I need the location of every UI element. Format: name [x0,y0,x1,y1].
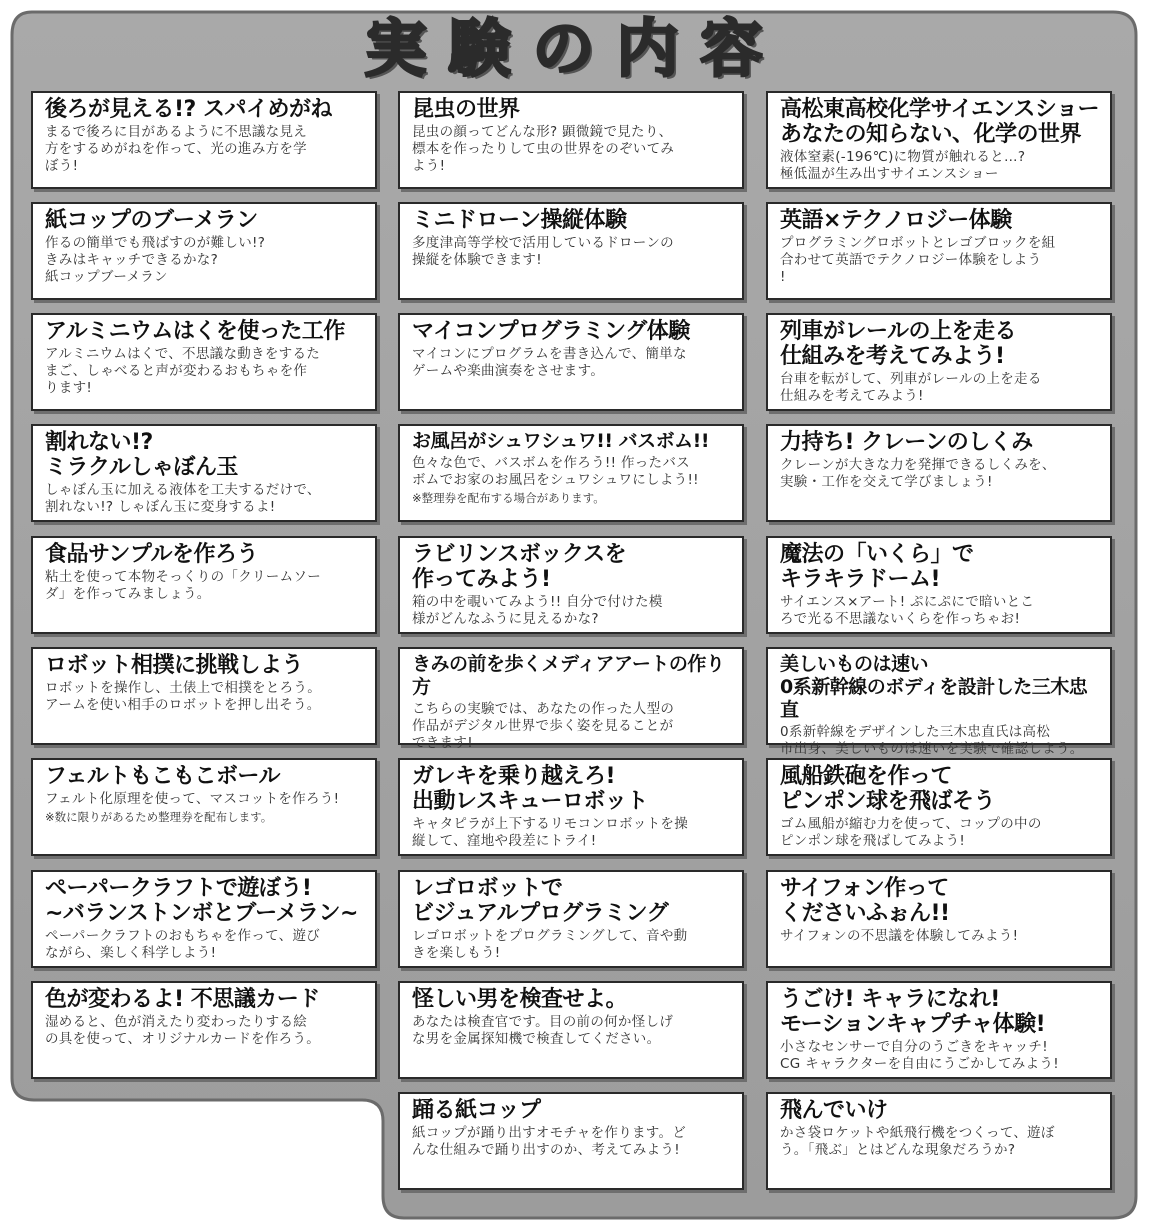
experiment-card [31,202,377,300]
experiment-card [766,424,1112,522]
experiment-title: アルミニウムはくを使った工作 [45,319,345,344]
experiment-card [766,91,1112,189]
experiment-title: 踊る紙コップ [412,1098,541,1123]
experiment-description: 紙コップが踊り出すオモチャを作ります。ど んな仕組みで踊り出すのか、考えてみよう! [412,1125,687,1158]
experiment-card [398,91,744,189]
experiment-description: 作るの簡単でも飛ばすのが難しい!? きみはキャッチできるかな? 紙コップブーメラン [45,235,266,285]
experiment-description: アルミニウムはくで、不思議な動きをするた まご、しゃべると声が変わるおもちゃを作 ります! [45,346,321,396]
experiment-description: マイコンにプログラムを書き込んで、簡単な ゲームや楽曲演奏をさせます。 [412,346,687,379]
experiment-description: サイエンス×アート! ぷにぷにで暗いとこ ろで光る不思議ないくらを作っちゃお! [780,594,1035,627]
experiment-title: うごけ! キャラになれ! モーションキャプチャ体験! [780,987,1046,1037]
experiment-title: マイコンプログラミング体験 [412,319,690,344]
experiment-card [398,536,744,634]
experiment-note: ※数に限りがあるため整理券を配布します。 [45,810,273,824]
experiment-title: サイフォン作って くださいふぉん!! [780,876,950,926]
experiment-title: 怪しい男を検査せよ。 [412,987,628,1012]
experiment-description: まるで後ろに目があるように不思議な見え 方をするめがねを作って、光の進み方を学 ぼう! [45,124,308,174]
experiment-description: こちらの実験では、あなたの作った人型の 作品がデジタル世界で歩く姿を見ることが できます! [412,701,675,751]
experiment-description: 液体窒素(-196℃)に物質が触れると…? 極低温が生み出すサイエンスショー [780,149,1026,182]
experiment-title: 紙コップのブーメラン [45,208,258,233]
experiment-description: 色々な色で、バスボムを作ろう!! 作ったバス ボムでお家のお風呂をシュワシュワにしよう!! [412,455,699,488]
experiment-title: お風呂がシュワシュワ!! バスボム!! [412,430,710,452]
experiment-title: フェルトもこもこボール [45,764,280,789]
experiment-description: 0系新幹線をデザインした三木忠直氏は高松 市出身、美しいものは速いを実験で確認しよう。 [780,724,1084,757]
experiment-title: 風船鉄砲を作って ピンポン球を飛ばそう [780,764,996,814]
experiment-card [398,202,744,300]
experiment-title: 魔法の「いくら」で キラキラドーム! [780,542,974,592]
experiment-description: クレーンが大きな力を発揮できるしくみを、 実験・工作を交えて学びましょう! [780,457,1056,490]
experiment-card [31,313,377,411]
experiment-card [766,758,1112,856]
experiment-card [766,313,1112,411]
experiment-card [398,647,744,751]
experiment-title: 色が変わるよ! 不思議カード [45,987,320,1012]
experiment-title: 美しいものは速い 0系新幹線のボディを設計した三木忠直 [780,653,1088,721]
experiment-title: ラビリンスボックスを 作ってみよう! [412,542,627,592]
experiment-title: 飛んでいけ [780,1098,888,1123]
experiment-title: ペーパークラフトで遊ぼう! ~バランストンボとブーメラン~ [45,876,358,926]
experiment-title: レゴロボットで ビジュアルプログラミング [412,876,669,926]
experiment-title: 英語×テクノロジー体験 [780,208,1012,233]
experiment-description: かさ袋ロケットや紙飛行機をつくって、遊ぼ う。「飛ぶ」とはどんな現象だろうか? [780,1125,1055,1158]
experiment-card [31,981,377,1079]
experiment-card [31,536,377,634]
experiment-title: 列車がレールの上を走る 仕組みを考えてみよう! [780,319,1017,369]
experiment-card [398,981,744,1079]
experiment-title: 高松東高校化学サイエンスショー あなたの知らない、化学の世界 [780,97,1099,147]
experiment-card [766,536,1112,634]
experiment-card [398,1092,744,1190]
experiment-description: 昆虫の顔ってどんな形? 顕微鏡で見たり、 標本を作ったりして虫の世界をのぞいてみ よう! [412,124,675,174]
experiment-card [31,758,377,856]
experiment-title: 後ろが見える!? スパイめがね [45,97,332,122]
experiment-title: ミニドローン操縦体験 [412,208,627,233]
experiment-description: ペーパークラフトのおもちゃを作って、遊び ながら、楽しく科学しよう! [45,928,321,961]
experiment-title: 力持ち! クレーンのしくみ [780,430,1033,455]
experiment-description: フェルト化原理を使って、マスコットを作ろう! [45,791,340,807]
experiment-description: レゴロボットをプログラミングして、音や動 きを楽しもう! [412,928,688,961]
experiment-card [766,202,1112,300]
experiment-title: きみの前を歩くメディアアートの作り方 [412,653,725,698]
experiment-card [766,1092,1112,1190]
experiment-description: 箱の中を覗いてみよう!! 自分で付けた模 様がどんなふうに見えるかな? [412,594,663,627]
experiment-description: キャタピラが上下するリモコンロボットを操 縦して、窪地や段差にトライ! [412,816,688,849]
experiment-title: ロボット相撲に挑戦しよう [45,653,304,678]
experiment-description: しゃぼん玉に加える液体を工夫するだけで、 割れない!? しゃぼん玉に変身するよ! [45,482,321,515]
experiment-card [31,870,377,968]
experiment-description: ロボットを操作し、土俵上で相撲をとろう。 アームを使い相手のロボットを押し出そう。 [45,680,321,713]
experiment-title: ガレキを乗り越えろ! 出動レスキューロボット [412,764,648,814]
experiment-description: 多度津高等学校で活用しているドローンの 操縦を体験できます! [412,235,674,268]
experiment-card [766,981,1112,1079]
experiment-title: 昆虫の世界 [412,97,520,122]
experiment-card [398,313,744,411]
experiment-card [398,870,744,968]
experiment-description: あなたは検査官です。目の前の何か怪しげ な男を金属探知機で検査してください。 [412,1014,674,1047]
experiment-description: 粘土を使って本物そっくりの「クリームソー ダ」を作ってみましょう。 [45,569,321,602]
experiment-title: 割れない!? ミラクルしゃぼん玉 [45,430,238,480]
experiment-description: プログラミングロボットとレゴブロックを組 合わせて英語でテクノロジー体験をしよう ! [780,235,1056,285]
experiment-card [31,424,377,522]
experiment-description: 台車を転がして、列車がレールの上を走る 仕組みを考えてみよう! [780,371,1042,404]
experiment-description: サイフォンの不思議を体験してみよう! [780,928,1019,944]
page-title: 実験の内容 [364,12,785,85]
experiment-description: 小さなセンサーで自分のうごきをキャッチ! CG キャラクターを自由にうごかしてみよう! [780,1039,1059,1072]
experiment-card [398,424,744,522]
experiment-card [31,647,377,745]
experiment-title: 食品サンプルを作ろう [45,542,259,567]
experiment-card [766,870,1112,968]
experiment-card [398,758,744,856]
experiment-note: ※整理券を配布する場合があります。 [412,491,605,505]
experiment-description: 湿めると、色が消えたり変わったりする絵 の具を使って、オリジナルカードを作ろう。 [45,1014,321,1047]
experiment-card [31,91,377,189]
experiment-card [766,647,1112,757]
experiment-description: ゴム風船が縮む力を使って、コップの中の ピンポン球を飛ばしてみよう! [780,816,1042,849]
